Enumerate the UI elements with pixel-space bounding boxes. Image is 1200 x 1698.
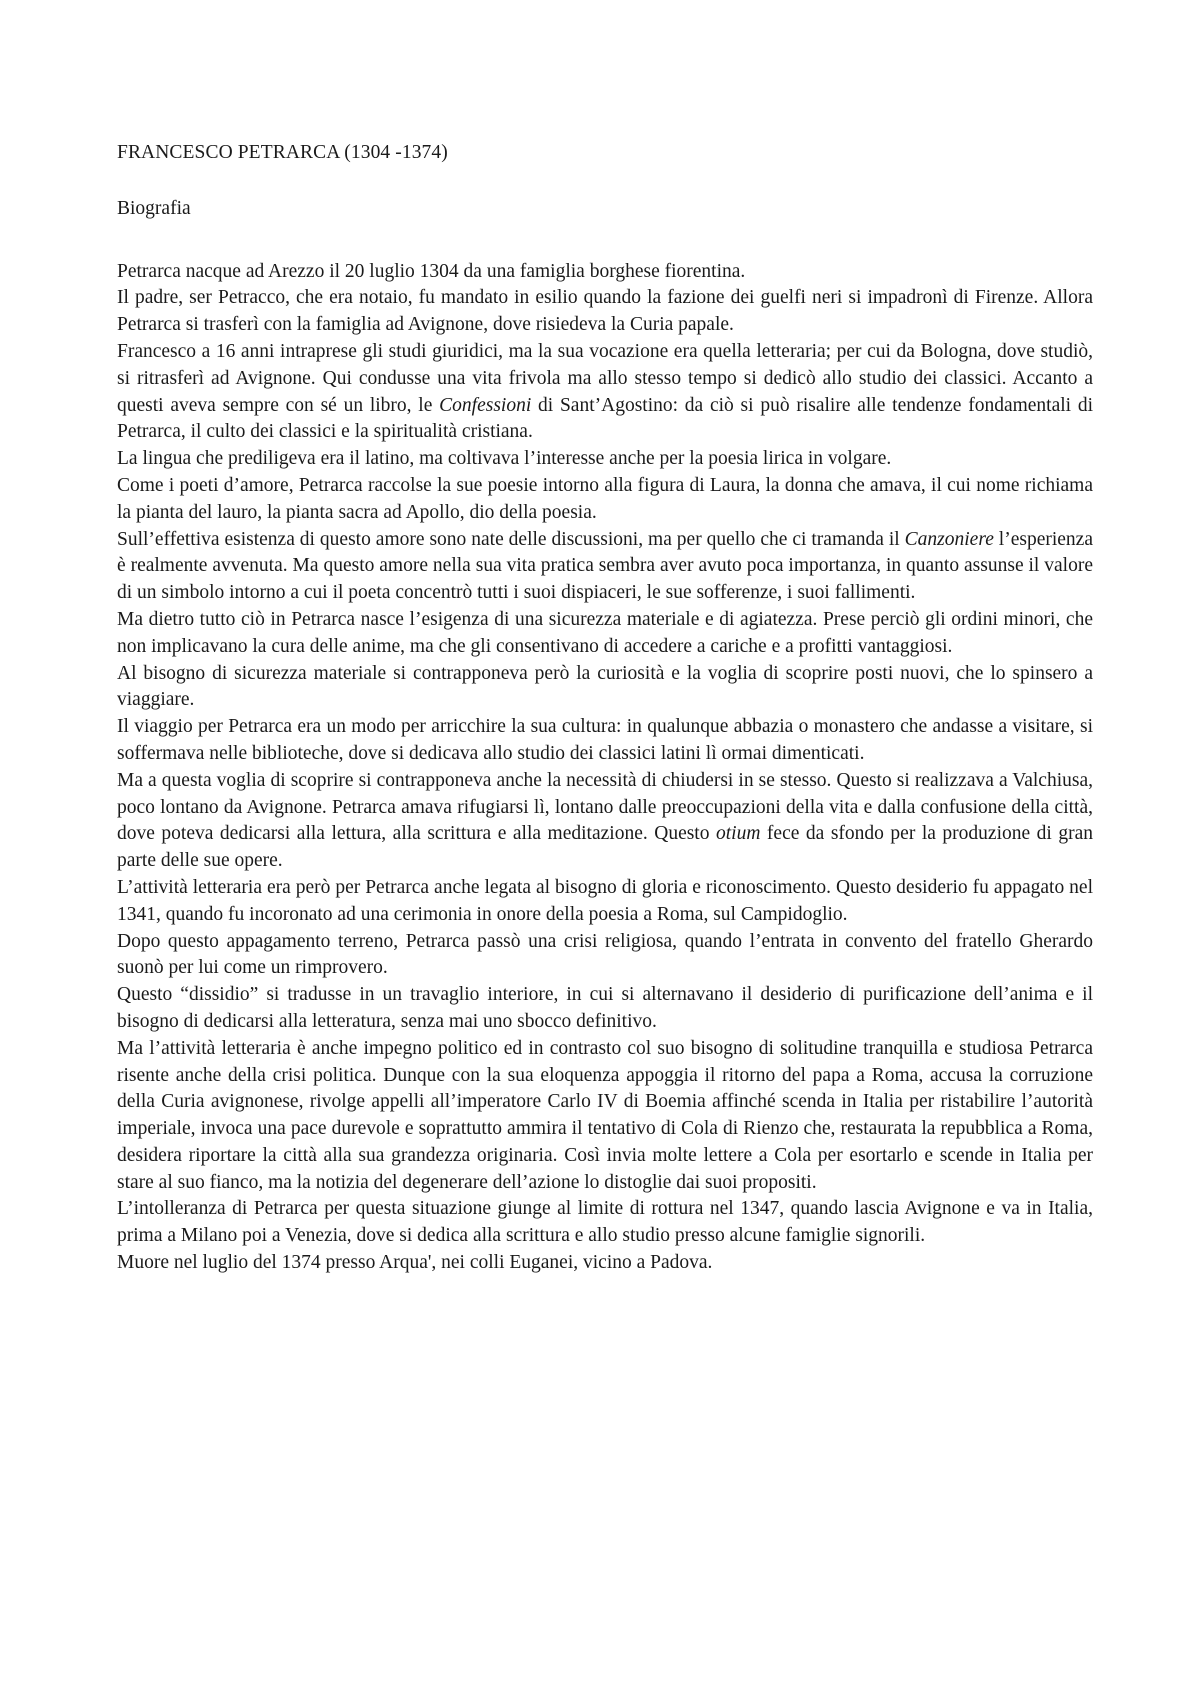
paragraph-text: Petrarca nacque ad Arezzo il 20 luglio 1304 da una famiglia borghese fiorentina. <box>117 260 746 282</box>
italic-title-text: otium <box>716 823 761 845</box>
paragraph-text: Ma a questa voglia di scoprire si contrapponeva anche la necessità di chiudersi in se stesso. Questo si realizzava a Valchiusa, poco lontano da Avignone. Petrarca amava rifugiarsi lì, lontano dalle preoccupazioni della vita e dalla confusione della città, dove poteva dedicarsi alla lettura, alla scrittura e alla meditazione. Questo <box>117 769 1093 845</box>
paragraph-text: Ma l’attività letteraria è anche impegno politico ed in contrasto col suo bisogno di solitudine tranquilla e studiosa Petrarca risente anche della crisi politica. Dunque con la sua eloquenza appoggia il ritorno del papa a Roma, accusa la corruzione della Curia avignonese, rivolge appelli all’imperatore Carlo IV di Boemia affinché scenda in Italia per ristabilire l’autorità imperiale, invoca una pace durevole e soprattutto ammira il tentativo di Cola di Rienzo che, restaurata la repubblica a Roma, desidera riportare la città alla sua grandezza originaria. Così invia molte lettere a Cola per esortarlo e scende in Italia per stare al suo fianco, ma la notizia del degenerare dell’azione lo distoglie dai suoi propositi. <box>117 1037 1093 1193</box>
paragraph <box>117 1196 1093 1250</box>
paragraph-text: Muore nel luglio del 1374 presso Arqua', nei colli Euganei, vicino a Padova. <box>117 1252 713 1274</box>
document-body <box>117 259 1093 1277</box>
italic-title-text: Canzoniere <box>904 528 994 550</box>
paragraph-text: Sull’effettiva esistenza di questo amore sono nate delle discussioni, ma per quello che ci tramanda il <box>117 528 905 550</box>
paragraph-text: La lingua che prediligeva era il latino, ma coltivava l’interesse anche per la poesia lirica in volgare. <box>117 448 892 470</box>
paragraph <box>117 607 1093 661</box>
paragraph <box>117 661 1093 715</box>
section-heading: Biografia <box>117 197 191 219</box>
paragraph <box>117 875 1093 929</box>
paragraph-text: Dopo questo appagamento terreno, Petrarca passò una crisi religiosa, quando l’entrata in convento del fratello Gherardo suonò per lui come un rimprovero. <box>117 930 1093 979</box>
paragraph <box>117 285 1093 339</box>
paragraph <box>117 473 1093 527</box>
paragraph-text: Al bisogno di sicurezza materiale si contrapponeva però la curiosità e la voglia di scoprire posti nuovi, che lo spinsero a viaggiare. <box>117 662 1093 711</box>
paragraph <box>117 714 1093 768</box>
paragraph <box>117 446 1093 473</box>
paragraph-text: Francesco a 16 anni intraprese gli studi giuridici, ma la sua vocazione era quella letteraria; per cui da Bologna, dove studiò, si ritrasferì ad Avignone. Qui condusse una vita frivola ma allo stesso tempo si dedicò allo studio dei classici. Accanto a questi aveva sempre con sé un libro, le <box>117 340 1093 416</box>
paragraph-text: Questo “dissidio” si tradusse in un travaglio interiore, in cui si alternavano il desiderio di purificazione dell’anima e il bisogno di dedicarsi alla letteratura, senza mai uno sbocco definitivo. <box>117 984 1093 1032</box>
paragraph-text: L’intolleranza di Petrarca per questa situazione giunge al limite di rottura nel 1347, quando lascia Avignone e va in Italia, prima a Milano poi a Venezia, dove si dedica alla scrittura e allo studio presso alcune famiglie signorili. <box>117 1198 1093 1247</box>
paragraph-text: L’attività letteraria era però per Petrarca anche legata al bisogno di gloria e riconoscimento. Questo desiderio fu appagato nel 1341, quando fu incoronato ad una cerimonia in onore della poesia a Roma, sul Campidoglio. <box>117 876 1093 925</box>
paragraph <box>117 929 1093 983</box>
paragraph <box>117 768 1093 875</box>
paragraph-text: Ma dietro tutto ciò in Petrarca nasce l’esigenza di una sicurezza materiale e di agiatezza. Prese perciò gli ordini minori, che non implicavano la cura delle anime, ma che gli consentivano di accedere a cariche e a profitti vantaggiosi. <box>117 608 1093 657</box>
paragraph <box>117 527 1093 607</box>
paragraph-text: l’esperienza è realmente avvenuta. Ma questo amore nella sua vita pratica sembra aver avuto poca importanza, in quanto assunse il valore di un simbolo intorno a cui il poeta concentrò tutti i suoi dispiaceri, le sue sofferenze, i suoi fallimenti. <box>117 528 1093 604</box>
paragraph-text: Il viaggio per Petrarca era un modo per arricchire la sua cultura: in qualunque abbazia o monastero che andasse a visitare, si soffermava nelle biblioteche, dove si dedicava allo studio dei classici latini lì ormai dimenticati. <box>117 716 1093 764</box>
paragraph-text: Il padre, ser Petracco, che era notaio, fu mandato in esilio quando la fazione dei guelfi neri si impadronì di Firenze. Allora Petrarca si trasferì con la famiglia ad Avignone, dove risiedeva la Curia papale. <box>117 287 1093 336</box>
paragraph <box>117 982 1093 1036</box>
italic-title-text: Confessioni <box>439 394 532 416</box>
paragraph <box>117 1250 1093 1277</box>
paragraph <box>117 339 1093 446</box>
paragraph <box>117 1036 1093 1197</box>
paragraph-text: fece da sfondo per la produzione di gran parte delle sue opere. <box>117 823 1093 872</box>
paragraph-text: Come i poeti d’amore, Petrarca raccolse la sue poesie intorno alla figura di Laura, la donna che amava, il cui nome richiama la pianta del lauro, la pianta sacra ad Apollo, dio della poesia. <box>117 474 1093 523</box>
paragraph-text: di Sant’Agostino: da ciò si può risalire alle tendenze fondamentali di Petrarca, il culto dei classici e la spiritualità cristiana. <box>117 394 1094 443</box>
document-title: FRANCESCO PETRARCA (1304 -1374) <box>117 142 448 163</box>
document-page <box>117 140 1093 1277</box>
paragraph <box>117 259 1093 286</box>
